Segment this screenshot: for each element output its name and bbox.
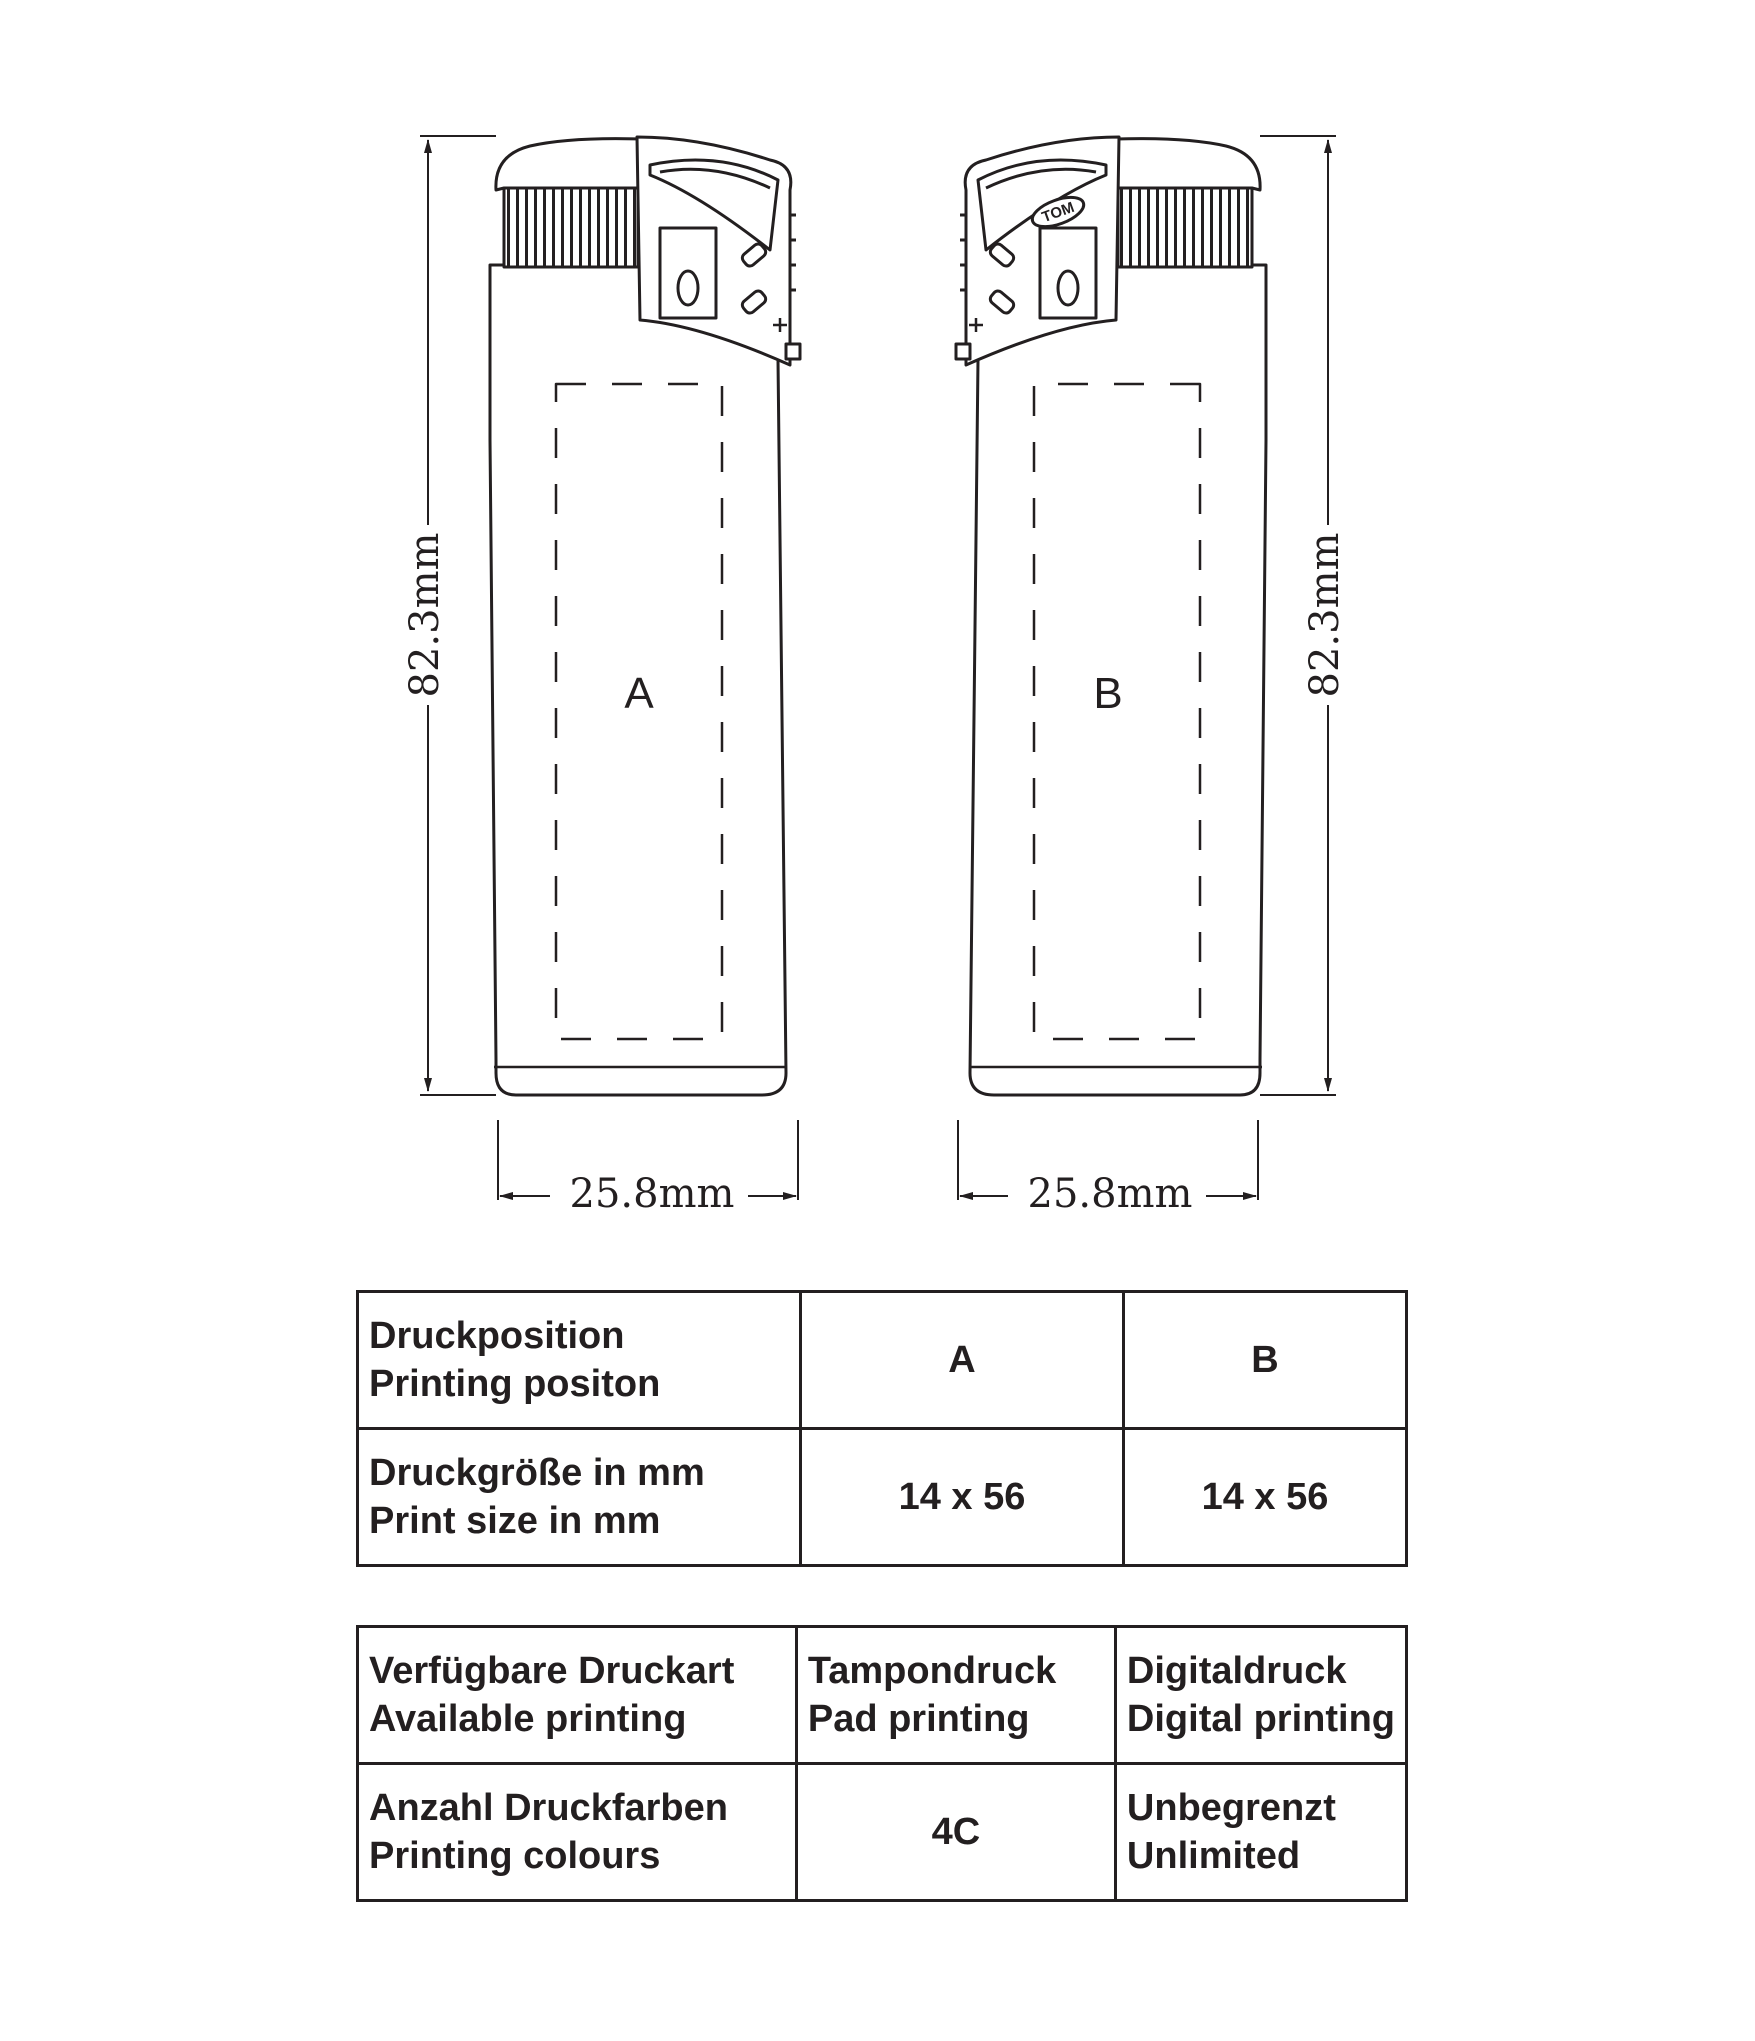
- print-zone-b-label: B: [1093, 669, 1123, 718]
- right-lighter-lock-tab: [956, 344, 970, 359]
- table-row-label: [358, 1429, 801, 1566]
- table-row: [358, 1292, 1407, 1429]
- label-en: Available printing: [369, 1698, 687, 1740]
- print-zone-a-label: A: [624, 669, 654, 718]
- print-size-a-cell: 14 x 56: [801, 1429, 1124, 1566]
- left-height-label: 82.3mm: [402, 532, 448, 698]
- table-row: [358, 1627, 1407, 1764]
- value-en: Pad printing: [807, 1698, 1030, 1740]
- table-row-label: [358, 1292, 801, 1429]
- left-width-label: 25.8mm: [569, 1171, 735, 1217]
- value-en: Digital printing: [1126, 1698, 1395, 1740]
- print-size-b-cell: 14 x 56: [1124, 1429, 1407, 1566]
- colours-a-cell: 4C: [796, 1764, 1115, 1901]
- table-row-label: [358, 1764, 797, 1901]
- left-lighter: [490, 137, 800, 1095]
- table-row: [358, 1429, 1407, 1566]
- position-b-cell: B: [1124, 1292, 1407, 1429]
- left-lighter-ribbed-cap: [504, 188, 638, 267]
- label-de: Anzahl Druckfarben: [369, 1787, 728, 1829]
- value-de: Digitaldruck: [1126, 1650, 1347, 1692]
- position-a-cell: A: [801, 1292, 1124, 1429]
- right-height-label: 82.3mm: [1302, 532, 1348, 698]
- digital-printing-cell: [1115, 1627, 1406, 1764]
- value-en: Unlimited: [1126, 1835, 1301, 1877]
- pad-printing-cell: [796, 1627, 1115, 1764]
- label-de: Verfügbare Druckart: [369, 1650, 735, 1692]
- label-en: Printing colours: [369, 1835, 661, 1877]
- printing-method-table: [356, 1625, 1408, 1902]
- label-de: Druckgröße in mm: [369, 1452, 705, 1494]
- label-de: Druckposition: [369, 1315, 625, 1357]
- colours-b-cell: [1115, 1764, 1406, 1901]
- right-width-label: 25.8mm: [1027, 1171, 1193, 1217]
- left-lighter-lock-tab: [786, 344, 800, 359]
- value-de: Unbegrenzt: [1126, 1787, 1336, 1829]
- table-row: [358, 1764, 1407, 1901]
- label-en: Printing positon: [369, 1363, 661, 1405]
- table-row-label: [358, 1627, 797, 1764]
- value-de: Tampondruck: [807, 1650, 1057, 1692]
- right-lighter: [956, 137, 1266, 1095]
- label-en: Print size in mm: [369, 1500, 661, 1542]
- print-position-table: [356, 1290, 1408, 1567]
- right-lighter-ribbed-cap: [1118, 188, 1252, 267]
- tom-logo-text: TOM: [1039, 198, 1077, 227]
- left-lighter-hood: [496, 139, 640, 190]
